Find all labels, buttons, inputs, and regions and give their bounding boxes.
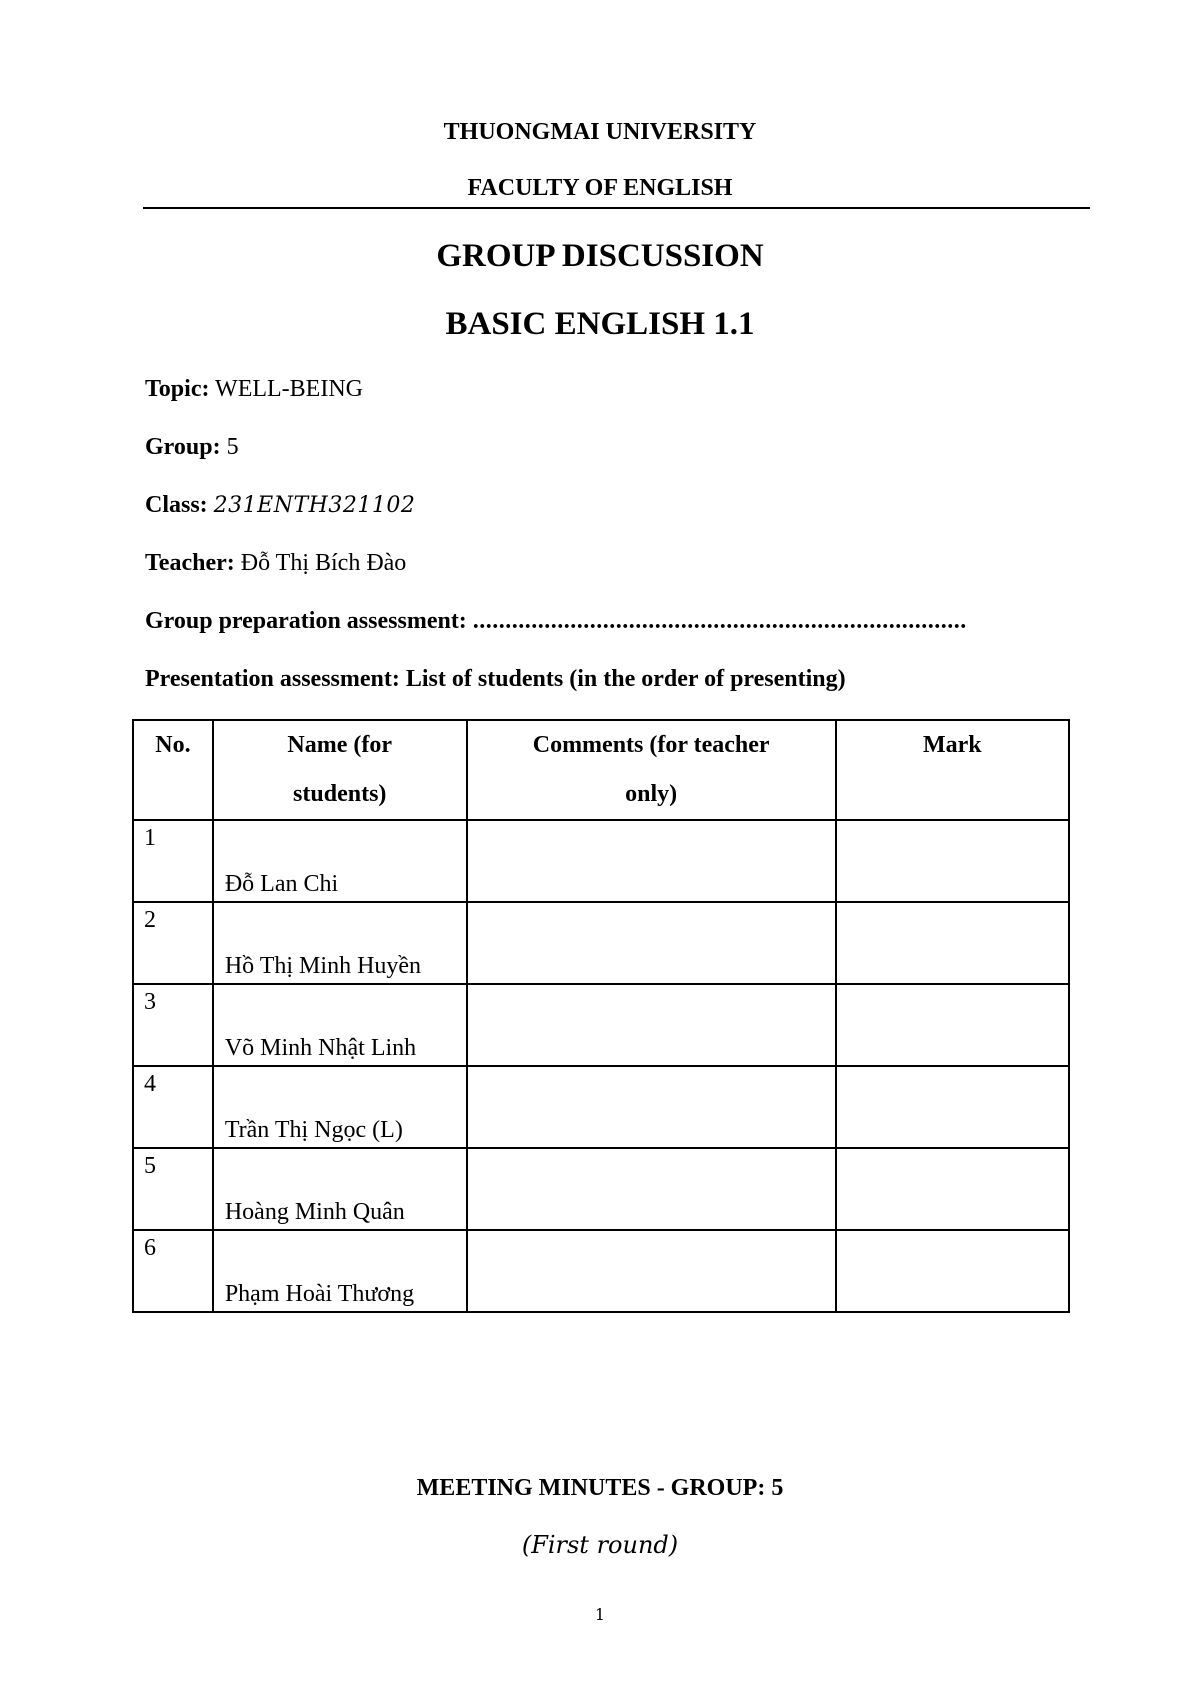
row-number: 6 xyxy=(133,1230,213,1312)
faculty-name: FACULTY OF ENGLISH xyxy=(467,175,733,201)
comments-cell xyxy=(467,984,836,1066)
mark-cell xyxy=(836,1148,1069,1230)
teacher-label: Teacher: xyxy=(145,550,235,576)
table-row xyxy=(133,1148,1069,1230)
teacher-field xyxy=(145,550,406,577)
table-row xyxy=(133,1066,1069,1148)
student-name: Đỗ Lan Chi xyxy=(213,820,467,902)
mark-cell xyxy=(836,984,1069,1066)
comments-cell xyxy=(467,1148,836,1230)
row-number: 4 xyxy=(133,1066,213,1148)
class-value: 231ENTH321102 xyxy=(213,493,416,518)
student-name: Hồ Thị Minh Huyền xyxy=(213,902,467,984)
header-no: No. xyxy=(133,720,213,820)
presentation-assessment-field xyxy=(145,666,846,693)
header-name: Name (for students) xyxy=(213,720,467,820)
header-divider xyxy=(143,207,1090,209)
table-row xyxy=(133,1230,1069,1312)
course-title: BASIC ENGLISH 1.1 xyxy=(445,306,755,342)
topic-field xyxy=(145,376,363,403)
mark-cell xyxy=(836,902,1069,984)
header-comments: Comments (for teacher only) xyxy=(467,720,836,820)
meeting-minutes-title: MEETING MINUTES - GROUP: 5 xyxy=(416,1475,784,1501)
table-row xyxy=(133,984,1069,1066)
group-preparation-label: Group preparation assessment: xyxy=(145,608,467,634)
topic-value: WELL-BEING xyxy=(215,376,363,402)
mark-cell xyxy=(836,1066,1069,1148)
table-row xyxy=(133,820,1069,902)
students-table xyxy=(132,719,1070,1313)
group-field xyxy=(145,434,239,461)
row-number: 2 xyxy=(133,902,213,984)
university-name: THUONGMAI UNIVERSITY xyxy=(443,119,757,145)
class-field xyxy=(145,492,415,519)
page-number: 1 xyxy=(594,1605,606,1624)
table-header-row xyxy=(133,720,1069,820)
row-number: 1 xyxy=(133,820,213,902)
row-number: 5 xyxy=(133,1148,213,1230)
mark-cell xyxy=(836,1230,1069,1312)
mark-cell xyxy=(836,820,1069,902)
topic-label: Topic: xyxy=(145,376,210,402)
group-preparation-blank: ............................................................................ xyxy=(472,608,967,634)
group-value: 5 xyxy=(226,434,239,460)
student-name: Võ Minh Nhật Linh xyxy=(213,984,467,1066)
teacher-value: Đỗ Thị Bích Đào xyxy=(240,550,407,576)
comments-cell xyxy=(467,1230,836,1312)
student-name: Hoàng Minh Quân xyxy=(213,1148,467,1230)
group-label: Group: xyxy=(145,434,221,460)
student-name: Trần Thị Ngọc (L) xyxy=(213,1066,467,1148)
round-subtitle: (First round) xyxy=(521,1531,679,1559)
row-number: 3 xyxy=(133,984,213,1066)
comments-cell xyxy=(467,902,836,984)
comments-cell xyxy=(467,1066,836,1148)
presentation-assessment-label: Presentation assessment: List of students (in the order of presenting) xyxy=(145,666,846,692)
comments-cell xyxy=(467,820,836,902)
group-preparation-field xyxy=(145,608,967,635)
class-label: Class: xyxy=(145,492,208,518)
student-name: Phạm Hoài Thương xyxy=(213,1230,467,1312)
header-mark: Mark xyxy=(836,720,1069,820)
table-row xyxy=(133,902,1069,984)
document-title: GROUP DISCUSSION xyxy=(436,238,764,274)
